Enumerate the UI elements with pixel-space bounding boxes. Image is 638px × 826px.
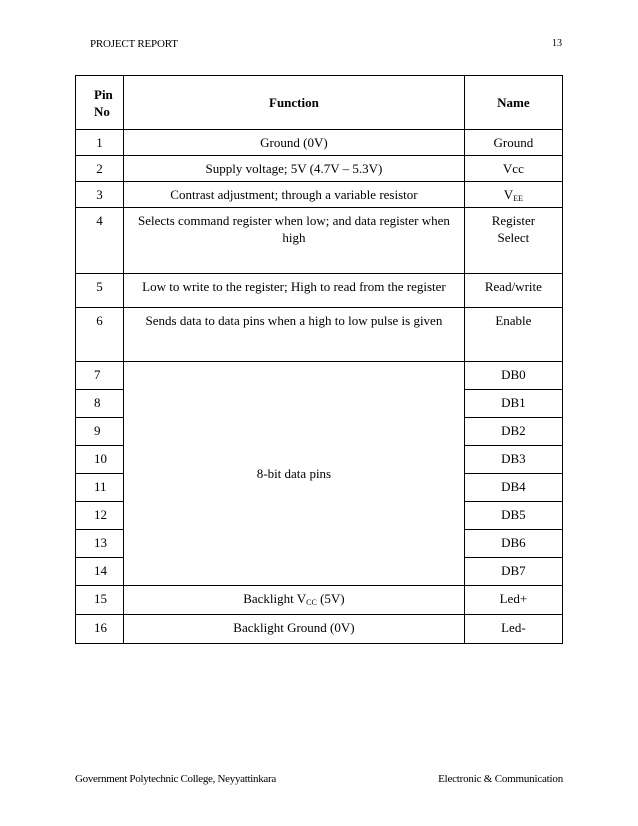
pin-cell: 1 xyxy=(76,130,124,156)
pin-cell: 4 xyxy=(76,208,124,274)
table-row xyxy=(76,182,563,208)
pin-cell: 6 xyxy=(76,308,124,362)
function-cell: Low to write to the register; High to read from the register xyxy=(124,274,465,308)
header-pin-no xyxy=(76,76,124,130)
function-cell: Supply voltage; 5V (4.7V – 5.3V) xyxy=(124,156,465,182)
function-subscript: CC xyxy=(306,598,317,607)
pin-cell: 13 xyxy=(76,530,124,558)
name-cell: DB7 xyxy=(464,558,562,586)
header-pin-line1: Pin xyxy=(94,86,113,102)
table-row xyxy=(76,208,563,274)
header-name: Name xyxy=(464,76,562,130)
name-line1: Register xyxy=(491,213,536,228)
function-cell: Selects command register when low; and data register when high xyxy=(124,208,465,274)
pin-cell: 3 xyxy=(76,182,124,208)
name-main: V xyxy=(503,187,514,202)
header-pin-line2: No xyxy=(94,103,110,119)
page-number: 13 xyxy=(552,38,562,49)
lcd-pin-table xyxy=(75,75,563,644)
function-post: (5V) xyxy=(316,591,345,606)
data-pins-function-cell: 8-bit data pins xyxy=(124,362,465,586)
pin-cell: 11 xyxy=(76,474,124,502)
name-cell: DB4 xyxy=(464,474,562,502)
table-header-row xyxy=(76,76,563,130)
footer-department: Electronic & Communication xyxy=(438,773,563,785)
table-row xyxy=(76,362,563,390)
page-header-title: PROJECT REPORT xyxy=(90,38,178,50)
name-subscript: EE xyxy=(513,194,523,203)
name-cell: DB1 xyxy=(464,390,562,418)
pin-cell: 8 xyxy=(76,390,124,418)
table-row xyxy=(76,615,563,644)
function-cell: Backlight Ground (0V) xyxy=(124,615,465,644)
name-cell: DB6 xyxy=(464,530,562,558)
table-row xyxy=(76,130,563,156)
table-row xyxy=(76,308,563,362)
function-cell: Sends data to data pins when a high to low pulse is given xyxy=(124,308,465,362)
table-row xyxy=(76,586,563,615)
table-row xyxy=(76,274,563,308)
pin-cell: 5 xyxy=(76,274,124,308)
name-cell: Ground xyxy=(464,130,562,156)
pin-cell: 16 xyxy=(76,615,124,644)
name-cell: DB5 xyxy=(464,502,562,530)
pin-cell: 7 xyxy=(76,362,124,390)
name-cell: DB2 xyxy=(464,418,562,446)
function-cell xyxy=(124,586,465,615)
name-cell xyxy=(464,182,562,208)
name-cell: Led- xyxy=(464,615,562,644)
function-pre: Backlight V xyxy=(243,591,307,606)
pin-cell: 14 xyxy=(76,558,124,586)
pin-cell: 15 xyxy=(76,586,124,615)
name-cell: Enable xyxy=(464,308,562,362)
pin-cell: 9 xyxy=(76,418,124,446)
pin-cell: 2 xyxy=(76,156,124,182)
name-cell: DB3 xyxy=(464,446,562,474)
name-cell: Vcc xyxy=(464,156,562,182)
pin-cell: 12 xyxy=(76,502,124,530)
header-function: Function xyxy=(124,76,465,130)
table-row xyxy=(76,156,563,182)
function-cell: Contrast adjustment; through a variable resistor xyxy=(124,182,465,208)
name-cell: Led+ xyxy=(464,586,562,615)
pin-cell: 10 xyxy=(76,446,124,474)
name-cell xyxy=(464,208,562,274)
footer-college: Government Polytechnic College, Neyyattinkara xyxy=(75,773,276,785)
name-cell: DB0 xyxy=(464,362,562,390)
function-cell: Ground (0V) xyxy=(124,130,465,156)
name-line2: Select xyxy=(497,230,530,245)
name-cell: Read/write xyxy=(464,274,562,308)
